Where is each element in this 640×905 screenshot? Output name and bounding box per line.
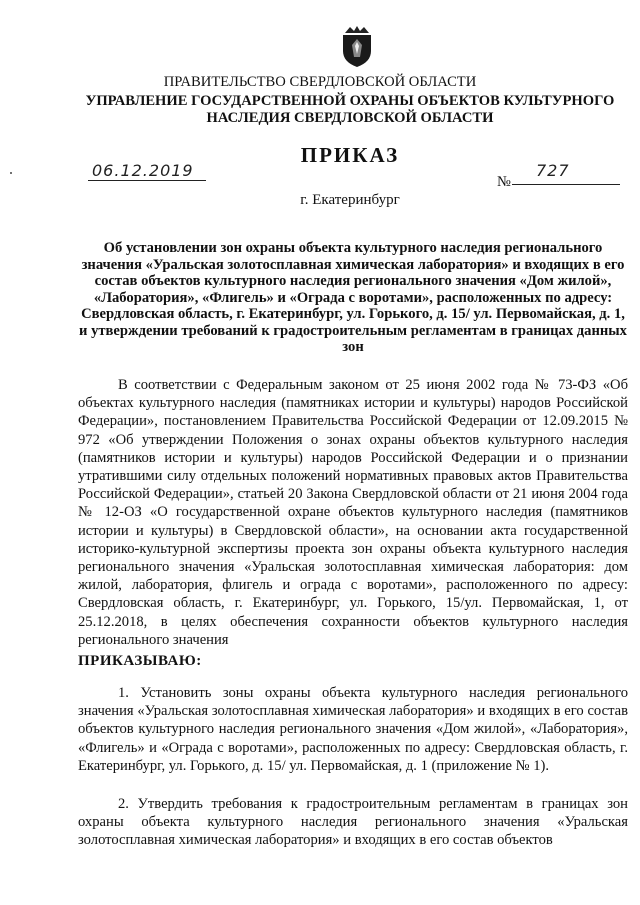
order-item-2: 2. Утвердить требования к градостроительным регламентам в границах зон охраны объекта культурного наследия регионального значения «Уральская золотосплавная химическая лаборатория» и входящих в его состав объектов [78,796,628,849]
department-title: УПРАВЛЕНИЕ ГОСУДАРСТВЕННОЙ ОХРАНЫ ОБЪЕКТОВ КУЛЬТУРНОГО НАСЛЕДИЯ СВЕРДЛОВСКОЙ ОБЛАСТИ [85,93,615,126]
government-title: ПРАВИТЕЛЬСТВО СВЕРДЛОВСКОЙ ОБЛАСТИ [163,74,477,90]
order-subject: Об установлении зон охраны объекта культурного наследия регионального значения «Уральская золотосплавная химическая лаборатория» и входящих в его состав объектов культурного наследия регионального значения «Дом жилой», «Лаборатория», «Флигель» и «Ограда с воротами», расположенных по адресу: Свердловская область, г. Екатеринбург, ул. Горького, д. 15/ ул. Первомайская, д. 1, и утверждении требований к градостроительным регламентам в границах данных зон [79,240,627,355]
number-underline [512,184,620,185]
date-underline [88,180,206,181]
order-number: 727 [536,161,570,180]
preamble-paragraph: В соответствии с Федеральным законом от 25 июня 2002 года № 73-ФЗ «Об объектах культурного наследия (памятниках истории и культуры) народов Российской Федерации», постановлением Правительства Российской Федерации от 12.09.2015 № 972 «Об утверждении Положения о зонах охраны объектов культурного наследия (памятников истории и культуры) народов Российской Федерации и о признании утратившими силу отдельных положений нормативных правовых актов Правительства Российской Федерации», статьей 20 Закона Свердловской области от 21 июня 2004 года № 12-ОЗ «О государственной охране объектов культурного наследия (памятников истории и культуры) в Свердловской области», на основании акта государственной историко-культурной экспертизы проекта зон охраны объекта культурного наследия регионального значения «Уральская золотосплавная химическая лаборатория: дом жилой, лаборатория, флигель и ограда с воротами», расположенного по адресу: Свердловская область, г. Екатеринбург, ул. Горького, 15/ул. Первомайская, 1, от 25.12.2018, в целях обеспечения сохранности объектов культурного наследия регионального значения [78,377,628,648]
order-word: ПРИКАЗЫВАЮ: [78,653,202,669]
city: г. Екатеринбург [300,192,400,208]
scan-speck [10,172,12,174]
number-label: № [497,174,511,190]
coat-of-arms-icon [340,24,374,68]
order-item-1: 1. Установить зоны охраны объекта культурного наследия регионального значения «Уральская золотосплавная химическая лаборатория» и входящих в его состав объектов культурного наследия регионального значения «Дом жилой», «Лаборатория», «Флигель» и «Ограда с воротами», расположенных по адресу: Свердловская область, г. Екатеринбург, ул. Горького, д. 15/ ул. Первомайская, д. 1 (приложение № 1). [78,685,628,774]
order-date: 06.12.2019 [92,161,194,180]
document-type: ПРИКАЗ [300,143,400,167]
